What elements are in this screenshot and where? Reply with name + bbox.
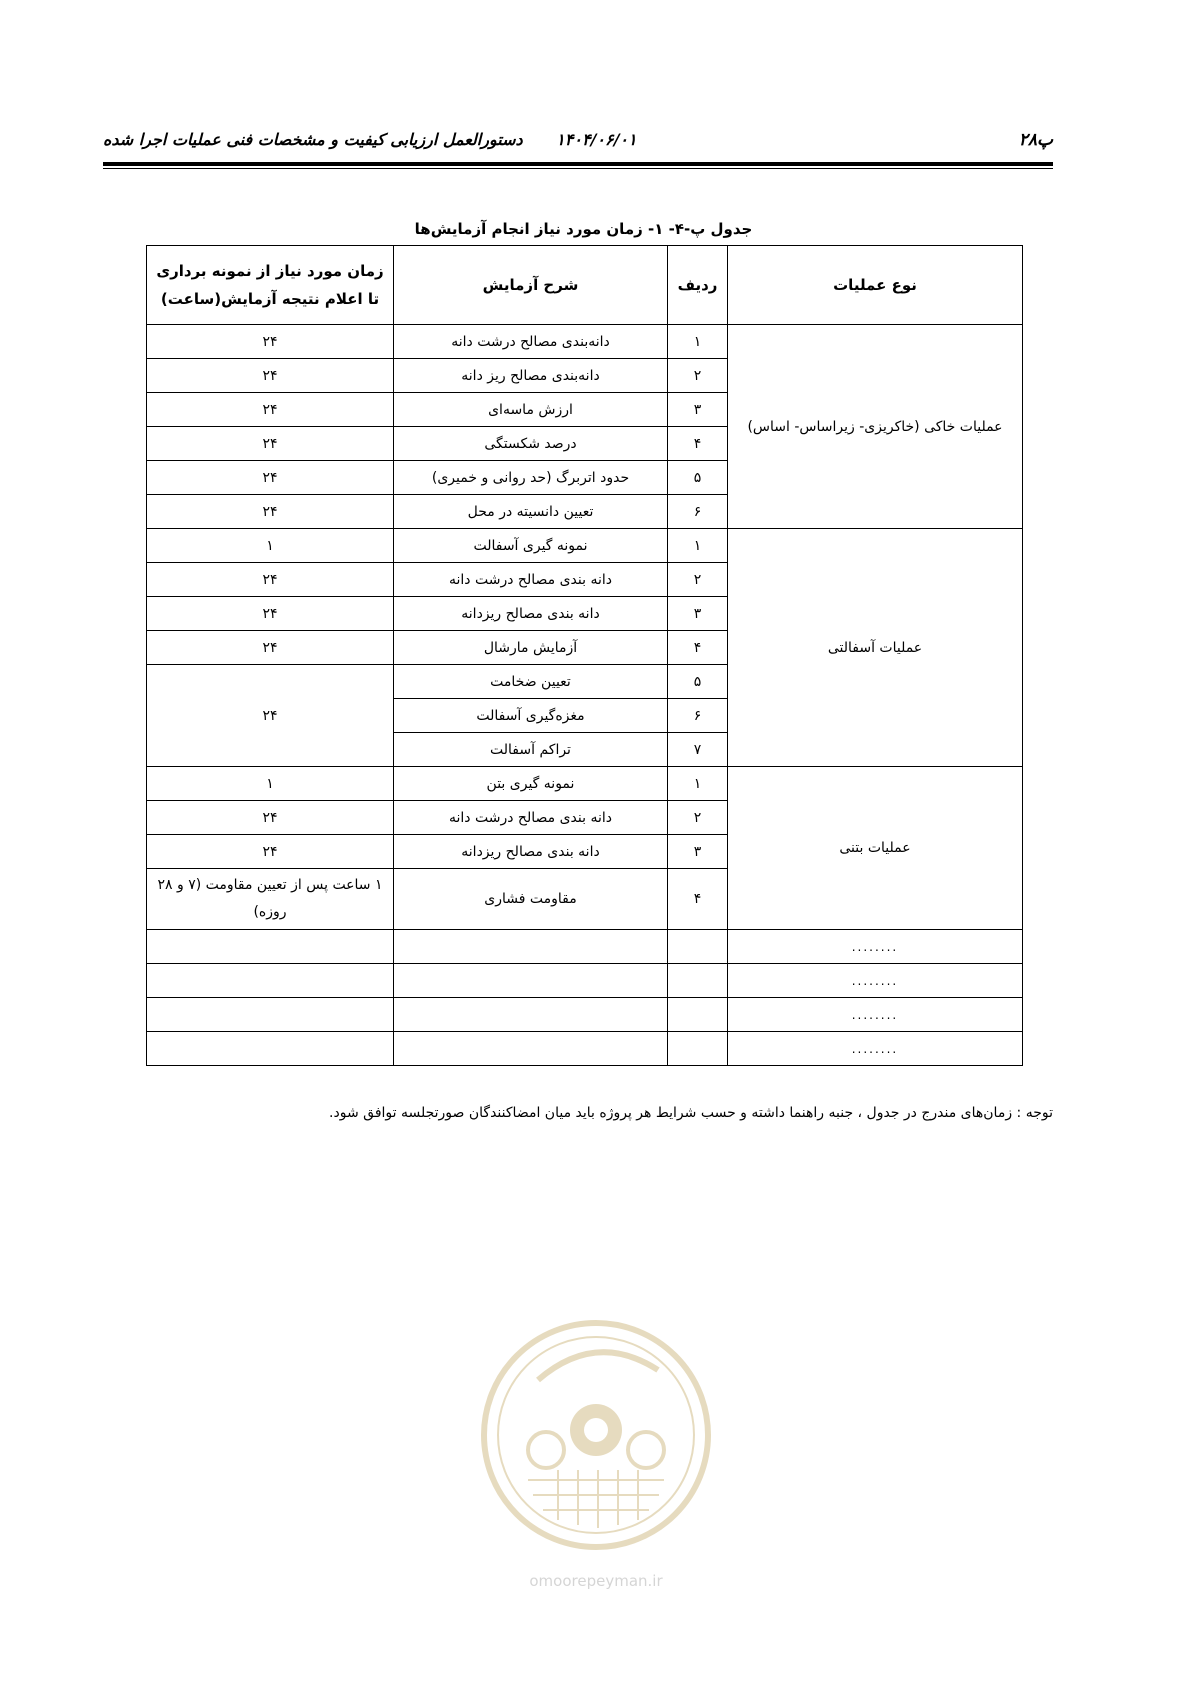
time-value: ۲۴ [147,801,394,835]
time-value: ۲۴ [147,835,394,869]
watermark-site: omoorepeyman.ir [529,1572,663,1590]
time-value: ۲۴ [147,665,394,767]
time-value: ۲۴ [147,495,394,529]
test-name: دانه‌بندی مصالح ریز دانه [394,359,668,393]
test-name: تعیین ضخامت [394,665,668,699]
row-number: ۳ [668,835,728,869]
time-value: ۲۴ [147,461,394,495]
placeholder-row [147,998,1023,1032]
test-name: دانه بندی مصالح ریزدانه [394,835,668,869]
table-row [147,529,1023,563]
watermark-logo [478,1310,714,1640]
table-header-row [147,246,1023,325]
row-number: ۶ [668,495,728,529]
row-number: ۴ [668,631,728,665]
row-number: ۷ [668,733,728,767]
row-number: ۵ [668,461,728,495]
header-operation-type: نوع عملیات [728,246,1023,325]
table-row [147,325,1023,359]
header-test-description: شرح آزمایش [394,246,668,325]
header-time-required: زمان مورد نیاز از نمونه برداری تا اعلام نتیجه آزمایش(ساعت) [147,246,394,325]
test-name: دانه بندی مصالح درشت دانه [394,563,668,597]
test-name: دانه بندی مصالح ریزدانه [394,597,668,631]
time-value: ۲۴ [147,427,394,461]
placeholder-dots: ........ [728,1032,1023,1066]
time-value: ۲۴ [147,393,394,427]
time-value: ۲۴ [147,597,394,631]
row-number: ۵ [668,665,728,699]
time-value: ۲۴ [147,325,394,359]
time-value: ۱ [147,767,394,801]
row-number: ۴ [668,869,728,930]
table-row [147,767,1023,801]
row-number: ۶ [668,699,728,733]
time-value: ۲۴ [147,631,394,665]
placeholder-dots: ........ [728,964,1023,998]
test-time-table [146,245,1023,1066]
seal-icon [478,1310,714,1560]
test-name: درصد شکستگی [394,427,668,461]
test-name: حدود اتربرگ (حد روانی و خمیری) [394,461,668,495]
test-name: ارزش ماسه‌ای [394,393,668,427]
page-number: پ۲۸ [1018,130,1053,150]
document-date: ۱۴۰۴/۰۶/۰۱ [556,130,637,149]
document-title: دستورالعمل ارزیابی کیفیت و مشخصات فنی عملیات اجرا شده [103,130,523,149]
test-name: تراکم آسفالت [394,733,668,767]
table-caption: جدول پ-۴- ۱- زمان مورد نیاز انجام آزمایش‌ها [414,220,753,238]
test-name: دانه بندی مصالح درشت دانه [394,801,668,835]
time-value: ۲۴ [147,563,394,597]
placeholder-dots: ........ [728,930,1023,964]
placeholder-row [147,930,1023,964]
time-value: ۱ ساعت پس از تعیین مقاومت (۷ و ۲۸ روزه) [147,869,394,930]
row-number: ۲ [668,563,728,597]
row-number: ۳ [668,597,728,631]
test-name: تعیین دانسیته در محل [394,495,668,529]
row-number: ۱ [668,767,728,801]
row-number: ۳ [668,393,728,427]
test-name: مقاومت فشاری [394,869,668,930]
operation-cell: عملیات خاکی (خاکریزی- زیراساس- اساس) [728,325,1023,529]
test-name: نمونه گیری بتن [394,767,668,801]
header-rule-thick [103,162,1053,166]
row-number: ۲ [668,801,728,835]
page-header [103,128,1053,152]
test-name: نمونه گیری آسفالت [394,529,668,563]
header-rule-thin [103,168,1053,169]
test-name: آزمایش مارشال [394,631,668,665]
test-name: مغزه‌گیری آسفالت [394,699,668,733]
time-value: ۲۴ [147,359,394,393]
table-note: توجه : زمان‌های مندرج در جدول ، جنبه راهنما داشته و حسب شرایط هر پروژه باید میان امضاکنندگان صورتجلسه توافق شود. [329,1105,1053,1121]
row-number: ۱ [668,325,728,359]
time-value: ۱ [147,529,394,563]
operation-cell: عملیات آسفالتی [728,529,1023,767]
placeholder-dots: ........ [728,998,1023,1032]
placeholder-row [147,1032,1023,1066]
row-number: ۴ [668,427,728,461]
header-row-no: ردیف [668,246,728,325]
row-number: ۲ [668,359,728,393]
document-title-line [103,130,637,149]
row-number: ۱ [668,529,728,563]
placeholder-row [147,964,1023,998]
test-name: دانه‌بندی مصالح درشت دانه [394,325,668,359]
operation-cell: عملیات بتنی [728,767,1023,930]
